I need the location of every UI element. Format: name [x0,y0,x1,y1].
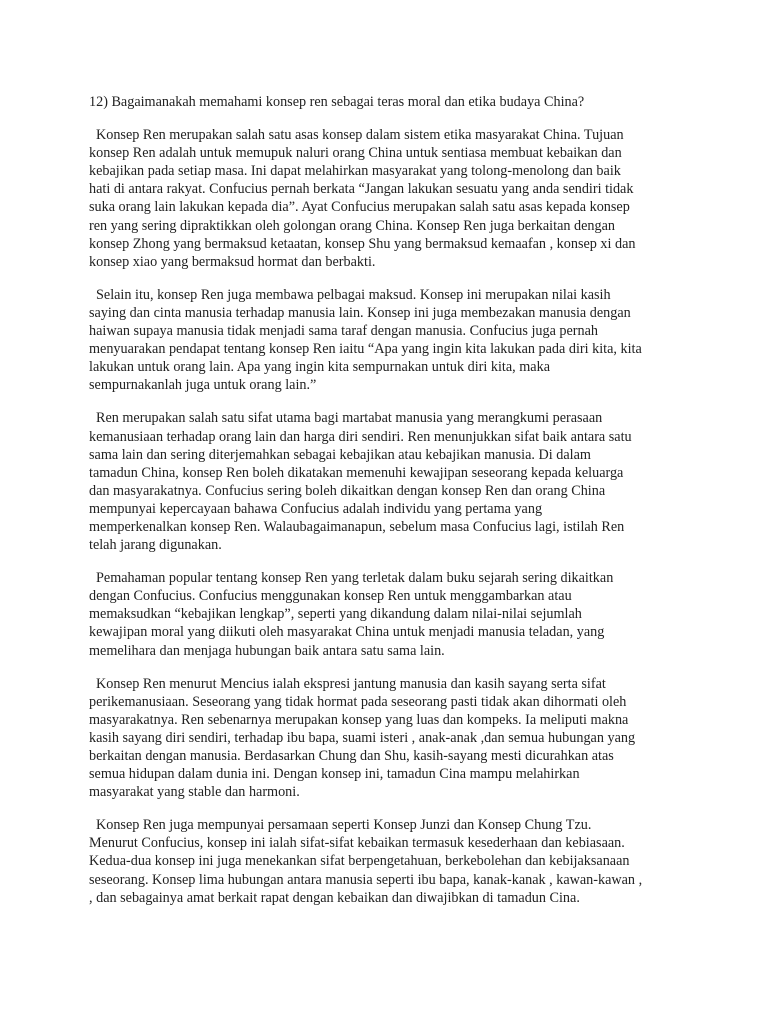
paragraph-line: Pemahaman popular tentang konsep Ren yang terletak dalam buku sejarah sering dikaitkan [96,570,614,587]
paragraph-line: perikemanusiaan. Seseorang yang tidak hormat pada seseorang pasti tidak akan dihormati oleh [89,693,627,710]
paragraph-line: Menurut Confucius, konsep ini ialah sifat-sifat kebaikan termasuk kesederhaan dan kebiasaan. [89,835,625,852]
paragraph [89,126,689,271]
paragraph-line: Kedua-dua konsep ini juga menekankan sifat berpengetahuan, berkebolehan dan kebijaksanaan [89,853,630,870]
paragraph-line: semua hidupan dalam dunia ini. Dengan konsep ini, tamadun Cina mampu melahirkan [89,766,580,783]
paragraph-line: memaksudkan “kebajikan lengkap”, seperti yang dikandung dalam nilai-nilai sejumlah [89,606,582,623]
paragraph-line: kebajikan pada setiap masa. Ini dapat melahirkan masyarakat yang tolong-menolong dan baik [89,163,621,180]
paragraph-line: Ren merupakan salah satu sifat utama bagi martabat manusia yang merangkumi perasaan [96,410,603,427]
paragraph-line: kewajipan moral yang diikuti oleh masyarakat China untuk menjadi manusia teladan, yang [89,624,605,641]
paragraph-line: kemanusiaan terhadap orang lain dan harga diri sendiri. Ren menunjukkan sifat baik antara satu [89,428,632,445]
paragraph-line: haiwan supaya manusia tidak menjadi sama taraf dengan manusia. Confucius juga pernah [89,323,599,340]
paragraph-list [89,126,689,907]
paragraph-line: konsep xiao yang bermaksud hormat dan berbakti. [89,253,376,270]
paragraph-line: telah jarang digunakan. [89,537,222,554]
document-body [89,93,689,922]
paragraph-line: saying dan cinta manusia terhadap manusia lain. Konsep ini juga membezakan manusia dengan [89,304,631,321]
paragraph-line: masyarakatnya. Ren sebenarnya merupakan konsep yang luas dan kompeks. Ia meliputi makna [89,711,629,728]
paragraph-line: menyuarakan pendapat tentang konsep Ren iaitu “Apa yang ingin kita lakukan pada diri kita, kita [89,341,642,358]
paragraph-line: dengan Confucius. Confucius menggunakan konsep Ren untuk menggambarkan atau [89,588,572,605]
paragraph-line: kasih sayang diri sendiri, terhadap ibu bapa, suami isteri , anak-anak ,dan semua hubungan yang [89,729,636,746]
paragraph-line: konsep Ren adalah untuk memupuk naluri orang China untuk sentiasa membuat kebaikan dan [89,145,622,162]
paragraph-line: Konsep Ren merupakan salah satu asas konsep dalam sistem etika masyarakat China. Tujuan [96,127,624,144]
paragraph-line: Selain itu, konsep Ren juga membawa pelbagai maksud. Konsep ini merupakan nilai kasih [96,286,611,303]
paragraph-line: ren yang sering dipraktikkan oleh golongan orang China. Konsep Ren juga berkaitan dengan [89,217,615,234]
paragraph-line: seseorang. Konsep lima hubungan antara manusia seperti ibu bapa, kanak-kanak , kawan-kawan , [89,871,643,888]
paragraph-line: mempunyai kepercayaan bahawa Confucius adalah individu yang pertama yang [89,500,543,517]
paragraph [89,816,689,906]
paragraph [89,675,689,802]
paragraph-line: dan masyarakatnya. Confucius sering boleh dikaitkan dengan konsep Ren dan orang China [89,482,606,499]
paragraph-line: lakukan untuk orang lain. Apa yang ingin kita sempurnakan untuk diri kita, maka [89,359,550,376]
paragraph-line: berkaitan dengan manusia. Berdasarkan Chung dan Shu, kasih-sayang mesti dicurahkan atas [89,748,614,764]
paragraph-line: Konsep Ren juga mempunyai persamaan seperti Konsep Junzi dan Konsep Chung Tzu. [96,817,592,834]
paragraph-line: konsep Zhong yang bermaksud ketaatan, konsep Shu yang bermaksud kemaafan , konsep xi dan [89,235,636,252]
paragraph-line: memelihara dan menjaga hubungan baik antara satu sama lain. [89,642,445,659]
paragraph-line: masyarakat yang stable dan harmoni. [89,784,300,801]
paragraph-line: Konsep Ren menurut Mencius ialah ekspresi jantung manusia dan kasih sayang serta sifat [96,675,606,692]
paragraph-line: , dan sebagainya amat berkait rapat dengan kebaikan dan diwajibkan di tamadun Cina. [89,889,580,906]
paragraph-line: sama lain dan sering diterjemahkan sebagai kebajikan atau kebajikan manusia. Di dalam [89,446,591,463]
paragraph-line: suka orang lain lakukan kepada dia”. Ayat Confucius merupakan salah satu asas kepada konsep [89,199,630,216]
question-heading: 12) Bagaimanakah memahami konsep ren sebagai teras moral dan etika budaya China? [89,94,585,110]
paragraph-line: sempurnakanlah juga untuk orang lain.” [89,377,317,394]
paragraph [89,569,689,659]
paragraph [89,409,689,554]
paragraph-line: memperkenalkan konsep Ren. Walaubagaimanapun, sebelum masa Confucius lagi, istilah Ren [89,518,625,535]
paragraph [89,286,689,395]
paragraph-line: tamadun China, konsep Ren boleh dikatakan memenuhi kewajipan seseorang kepada keluarga [89,464,624,481]
paragraph-line: hati di antara rakyat. Confucius pernah berkata “Jangan lakukan sesuatu yang anda sendiri tidak [89,181,634,198]
